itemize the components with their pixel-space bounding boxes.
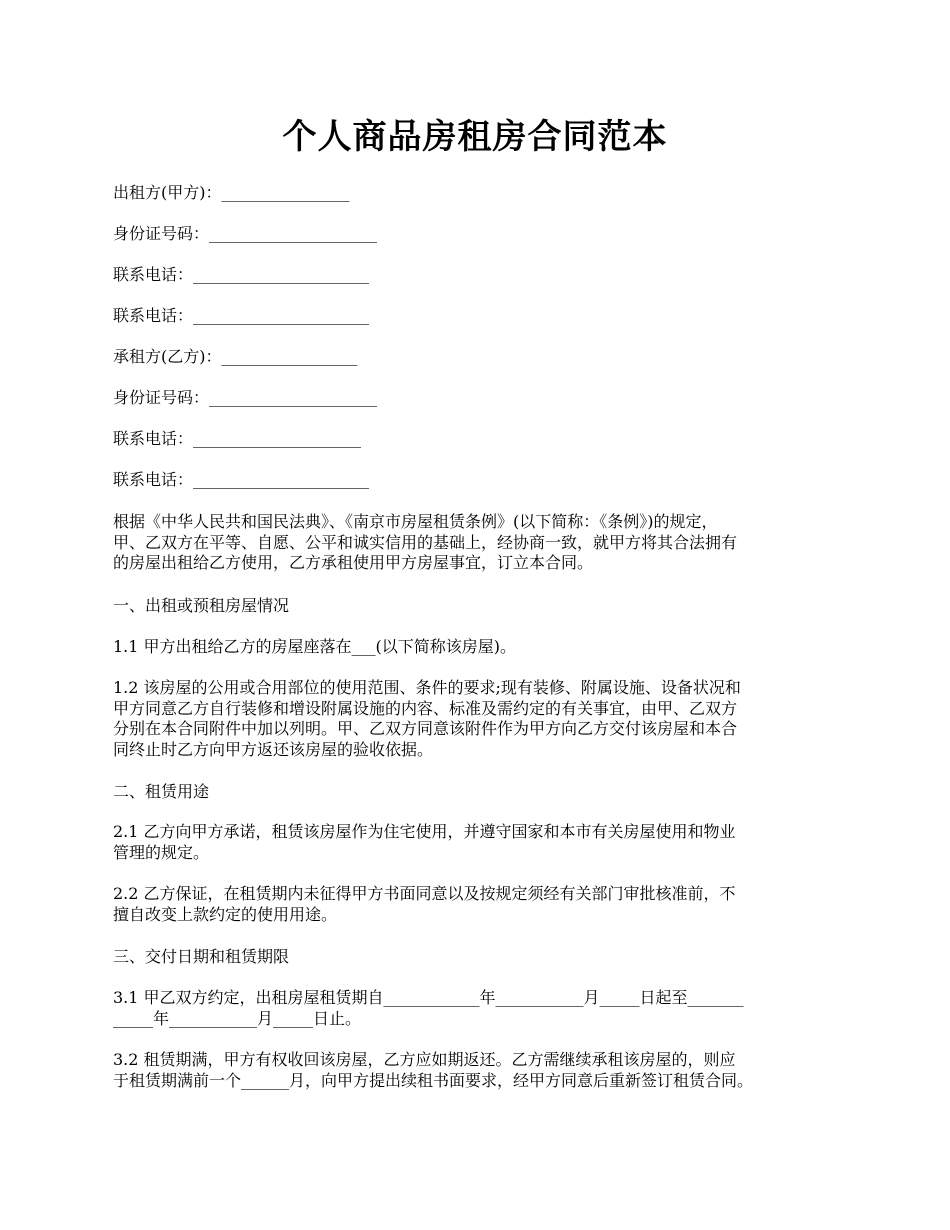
- paragraph-line: 的房屋出租给乙方使用，乙方承租使用甲方房屋事宜，订立本合同。: [113, 553, 594, 572]
- section-heading: 一、出租或预租房屋情况: [113, 596, 290, 615]
- paragraph-line: 擅自改变上款约定的使用用途。: [113, 904, 338, 924]
- lessor-id-field: 身份证号码：_____________________: [113, 224, 378, 243]
- lessor-name-field: 出租方(甲方)：________________: [113, 183, 350, 202]
- paragraph-line: 3.1 甲乙双方约定，出租房屋租赁期自____________年___________月_____日起至_______: [113, 988, 744, 1007]
- paragraph-line: 管理的规定。: [113, 842, 210, 862]
- intro-paragraph: [113, 512, 853, 574]
- paragraph-line: 甲方同意乙方自行装修和增设附属设施的内容、标准及需约定的有关事宜，由甲、乙双方: [113, 698, 738, 718]
- lessee-id-field: 身份证号码：_____________________: [113, 388, 378, 407]
- paragraph-line: _____年___________月_____日止。: [113, 1008, 362, 1028]
- paragraph-line: 甲、乙双方在平等、自愿、公平和诚实信用的基础上，经协商一致，就甲方将其合法拥有: [113, 532, 738, 552]
- document-title: 个人商品房租房合同范本: [282, 117, 668, 157]
- lessee-phone-field-2: 联系电话：______________________: [113, 470, 370, 489]
- lessor-phone-field-2: 联系电话：______________________: [113, 306, 370, 325]
- paragraph-line: 根据《中华人民共和国民法典》、《南京市房屋租赁条例》(以下简称：《条例》)的规定，: [113, 512, 718, 531]
- clause-1-2: [113, 678, 853, 760]
- paragraph-line: 2.1 乙方向甲方承诺，租赁该房屋作为住宅使用，并遵守国家和本市有关房屋使用和物业: [113, 822, 736, 841]
- paragraph-line: 同终止时乙方向甲方返还该房屋的验收依据。: [113, 739, 434, 759]
- clause-1-1: [113, 637, 853, 658]
- clause-3-1: [113, 988, 853, 1029]
- clause-3-2: [113, 1050, 853, 1091]
- paragraph-line: 1.1 甲方出租给乙方的房屋座落在___(以下简称该房屋)。: [113, 637, 517, 656]
- section-heading: 三、交付日期和租赁期限: [113, 947, 290, 966]
- paragraph-line: 分别在本合同附件中加以列明。甲、乙双方同意该附件作为甲方向乙方交付该房屋和本合: [113, 719, 738, 738]
- lessee-name-field: 承租方(乙方)：_________________: [113, 347, 358, 366]
- clause-2-2: [113, 884, 853, 925]
- clause-2-1: [113, 822, 853, 863]
- paragraph-line: 1.2 该房屋的公用或合用部位的使用范围、条件的要求;现有装修、附属设施、设备状况和: [113, 678, 741, 697]
- paragraph-line: 3.2 租赁期满，甲方有权收回该房屋，乙方应如期返还。乙方需继续承租该房屋的，则应: [113, 1050, 736, 1069]
- paragraph-line: 于租赁期满前一个______月，向甲方提出续租书面要求，经甲方同意后重新签订租赁合同。: [113, 1070, 754, 1090]
- lessee-phone-field: 联系电话：_____________________: [113, 429, 362, 448]
- lessor-phone-field: 联系电话：______________________: [113, 265, 370, 284]
- paragraph-line: 2.2 乙方保证，在租赁期内未征得甲方书面同意以及按规定须经有关部门审批核准前，不: [113, 884, 736, 903]
- section-heading: 二、租赁用途: [113, 782, 210, 801]
